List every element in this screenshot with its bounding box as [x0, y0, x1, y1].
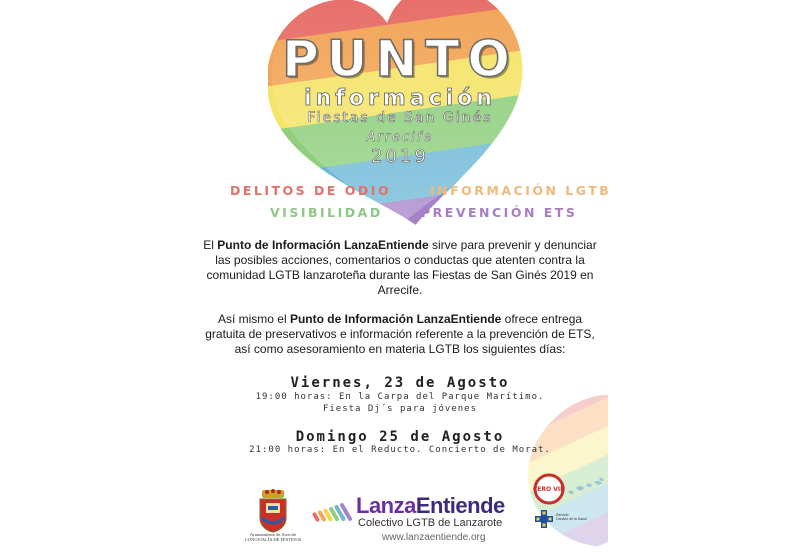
intro-paragraph: [200, 238, 600, 298]
intro-text-post: sirve para prevenir y denunciar las posibles acciones, comentarios o conductas que atenten contra la comunidad LGTB lanzaroteña durante las Fiestas de San Ginés 2019 en Arrecife.: [206, 238, 597, 297]
sanidad-caption-line-2: Canario de la Salud: [556, 517, 587, 521]
tag-info-lgtb: INFORMACIÓN LGTB: [430, 183, 612, 198]
services-paragraph: [200, 312, 600, 357]
schedule-day-2: Domingo 25 de Agosto: [295, 429, 505, 445]
brand-part-lanza: Lanza: [356, 493, 416, 518]
brand-part-entiende: Entiende: [415, 493, 505, 518]
servicio-canario-salud-logo: [534, 509, 554, 529]
sanidad-caption-line-1: Servicio: [556, 513, 569, 517]
lanzaentiende-logo-mark: [312, 500, 356, 526]
poster-city: Arrecife: [366, 130, 434, 145]
seal-caption-line-1: Ayuntamiento de Arrecife: [249, 532, 297, 537]
lanzaentiende-subtitle: Colectivo LGTB de Lanzarote: [358, 517, 503, 529]
tag-visibility: VISIBILIDAD: [270, 205, 383, 220]
intro-text-pre: El: [203, 238, 218, 252]
schedule-day-1: Viernes, 23 de Agosto: [290, 375, 510, 391]
schedule-day-1-line-2: Fiesta Dj´s para jóvenes: [322, 404, 478, 414]
canary-islands-map-icon: [566, 476, 606, 500]
poster-event: Fiestas de San Ginés: [307, 110, 493, 126]
sanidad-caption: [556, 513, 596, 521]
poster-year: 2019: [371, 146, 429, 167]
services-text-bold: Punto de Información LanzaEntiende: [289, 312, 502, 326]
cero-vih-logo: [532, 472, 566, 506]
cero-vih-text: CERO VIH: [532, 486, 566, 493]
services-text-pre: Así mismo el: [217, 312, 290, 326]
tag-prevention: PREVENCIÓN ETS: [421, 205, 578, 220]
intro-text-bold: Punto de Información LanzaEntiende: [217, 238, 429, 252]
services-text-post: ofrece entrega gratuita de preservativos e información referente a la prevención de ETS, así como asesoramiento en materia LGTB los siguientes días:: [205, 312, 595, 356]
schedule-day-1-line-1: 19:00 horas: En la Carpa del Parque Marítimo.: [255, 392, 545, 402]
lanzaentiende-wordmark: [356, 493, 505, 519]
seal-caption: [236, 532, 310, 542]
poster-subtitle: información: [304, 86, 496, 111]
schedule-day-2-line-1: 21:00 horas: En el Reducto. Concierto de Morat.: [249, 445, 551, 455]
poster-title: PUNTO: [282, 30, 518, 88]
lanzaentiende-url: www.lanzaentiende.org: [382, 532, 486, 543]
seal-caption-line-2: CONCEJALÍA DE FESTEJOS: [244, 537, 302, 542]
tag-hate-crimes: DELITOS DE ODIO: [230, 183, 392, 198]
